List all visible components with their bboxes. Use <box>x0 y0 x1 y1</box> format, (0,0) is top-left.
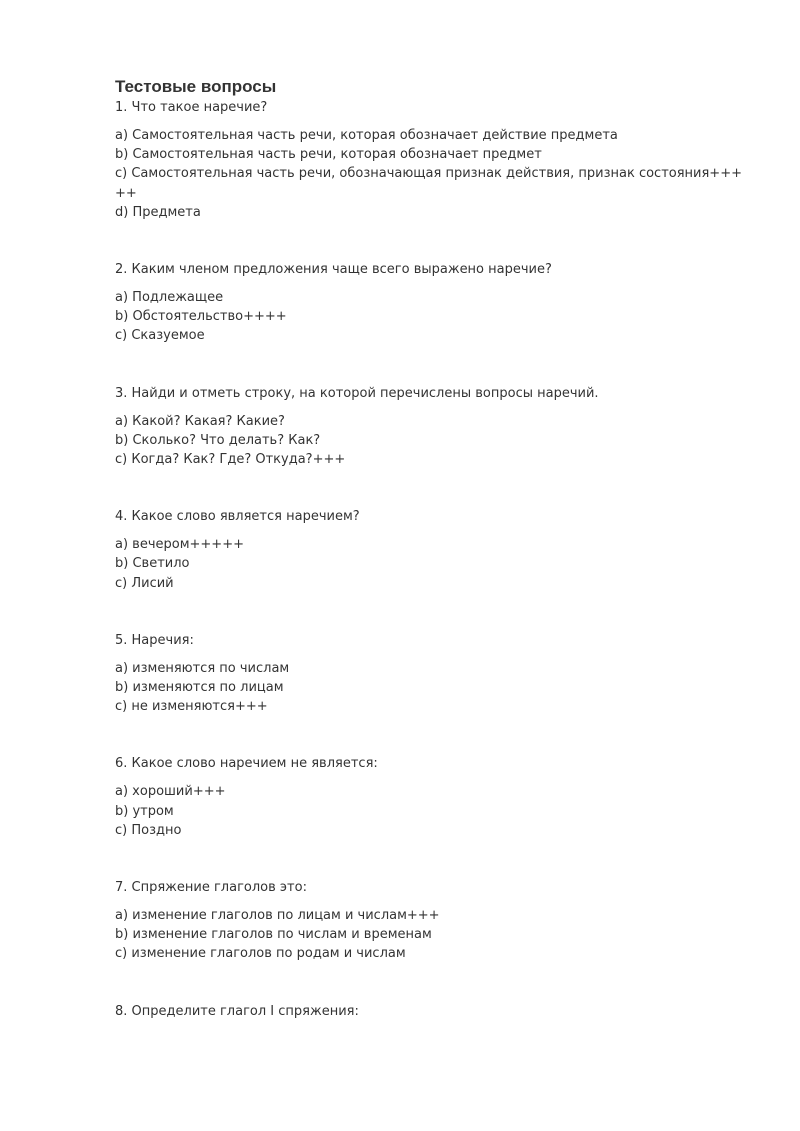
answer-option: c) не изменяются+++ <box>115 699 268 715</box>
answer-option: b) Самостоятельная часть речи, которая обозначает предмет <box>115 147 542 163</box>
answer-option: a) вечером+++++ <box>115 537 244 553</box>
question-text: 1. Что такое наречие? <box>115 100 268 115</box>
answer-list <box>115 412 755 470</box>
answer-list <box>115 782 755 840</box>
question-text: 6. Какое слово наречием не является: <box>115 756 378 772</box>
question-7 <box>115 878 755 964</box>
answer-list <box>115 906 755 964</box>
answer-option: d) Предмета <box>115 204 201 220</box>
answer-option: a) Какой? Какая? Какие? <box>115 413 285 429</box>
question-4 <box>115 507 755 593</box>
answer-option: b) утром <box>115 803 174 819</box>
document-page <box>115 76 755 1021</box>
answer-option: c) Поздно <box>115 822 182 838</box>
question-text: 7. Спряжение глаголов это: <box>115 880 307 896</box>
document-title: Тестовые вопросы <box>115 77 277 96</box>
answer-option: c) изменение глаголов по родам и числам <box>115 946 406 962</box>
answer-list <box>115 535 755 593</box>
answer-option: b) Светило <box>115 556 190 572</box>
answer-option: b) Сколько? Что делать? Как? <box>115 432 321 448</box>
question-text: 2. Каким членом предложения чаще всего выражено наречие? <box>115 262 552 278</box>
answer-option: a) хороший+++ <box>115 784 226 800</box>
answer-option: b) Обстоятельство++++ <box>115 309 287 325</box>
answer-option: c) Лисий <box>115 575 174 591</box>
question-5 <box>115 631 755 717</box>
question-3 <box>115 384 755 470</box>
question-1 <box>115 98 755 222</box>
answer-list <box>115 126 755 222</box>
question-text: 8. Определите глагол I спряжения: <box>115 1003 359 1019</box>
answer-option: c) Сказуемое <box>115 328 205 344</box>
question-text: 3. Найди и отметь строку, на которой перечислены вопросы наречий. <box>115 385 599 401</box>
answer-option: a) изменяются по числам <box>115 660 290 676</box>
question-6 <box>115 754 755 840</box>
answer-option: c) Когда? Как? Где? Откуда?+++ <box>115 452 346 468</box>
answer-option: a) Подлежащее <box>115 290 224 306</box>
answer-option: a) изменение глаголов по лицам и числам+++ <box>115 908 440 924</box>
question-text: 4. Какое слово является наречием? <box>115 509 360 525</box>
answer-option: a) Самостоятельная часть речи, которая обозначает действие предмета <box>115 128 618 143</box>
answer-list <box>115 659 755 717</box>
question-2 <box>115 260 755 346</box>
answer-option: b) изменение глаголов по числам и временам <box>115 927 432 943</box>
answer-option-continuation: ++ <box>115 185 137 201</box>
question-text: 5. Наречия: <box>115 632 194 648</box>
answer-option: c) Самостоятельная часть речи, обозначающая признак действия, признак состояния+++ <box>115 166 742 182</box>
question-8 <box>115 1002 755 1021</box>
answer-list <box>115 288 755 346</box>
answer-option: b) изменяются по лицам <box>115 680 284 696</box>
